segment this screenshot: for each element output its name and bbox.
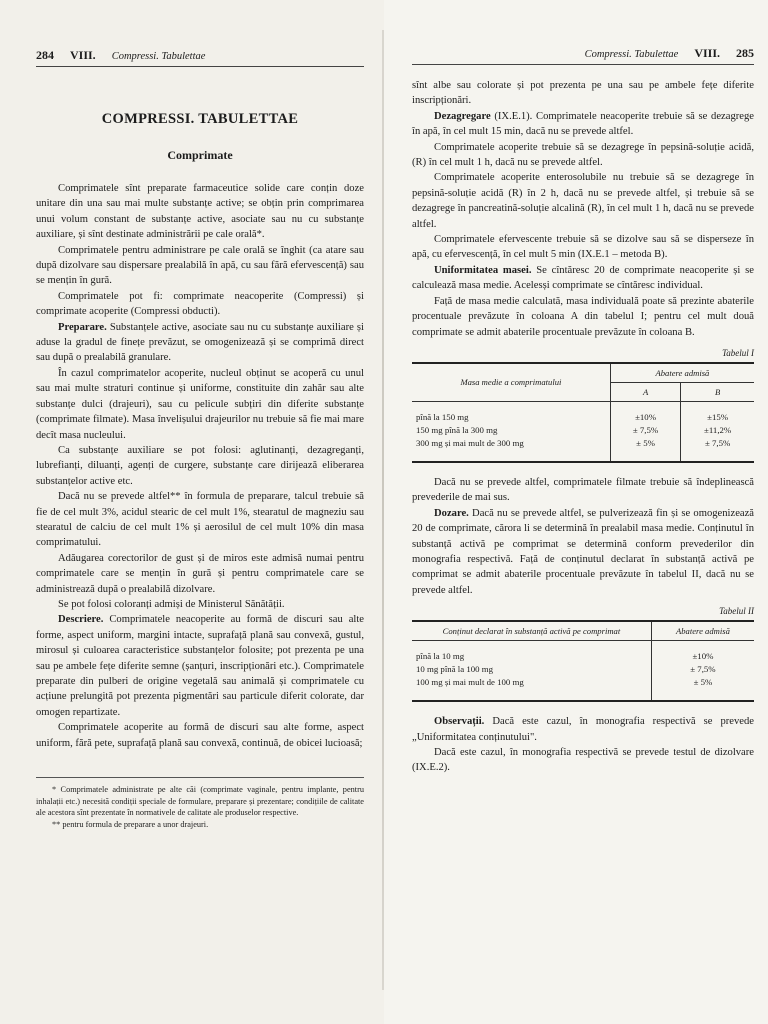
table-row (412, 401, 754, 424)
paragraph-text: (IX.E.1). Comprimatele neacoperite trebuie să se dezagrege în apă, în cel mult 15 min, dacă nu se prevede altfel. (412, 110, 754, 138)
paragraph (36, 320, 364, 366)
paragraph (412, 140, 754, 171)
table1-header-a: A (610, 382, 680, 401)
left-body-text (36, 181, 364, 751)
running-title: Compressi. Tabulettae (111, 51, 206, 62)
page-number: 285 (736, 46, 754, 60)
paragraph-lead: Observații. (434, 716, 485, 728)
paragraph-text: Se pot folosi coloranți admiși de Ministerul Sănătății. (58, 598, 285, 610)
paragraph-text: Dacă nu se prevede altfel** în formula de preparare, talcul trebuie să fie de cel mult 3%, acidul stearic de cel mult 1%, stearatul de magneziu sau stearatul de calciu de cel mult 1% și aerosilul de cel mult 10% din masa comprimatului. (36, 491, 364, 549)
paragraph (412, 475, 754, 506)
table2-cell-deviation: ±10% (651, 641, 754, 664)
paragraph-text: Adăugarea corectorilor de gust și de miros este admisă numai pentru comprimatele care se mențin în gură și pentru comprimatele care se administrează după o prealabilă dizolvare. (36, 552, 364, 595)
paragraph (36, 366, 364, 443)
section-heading: COMPRESSI. TABULETTAE (101, 111, 299, 127)
paragraph (36, 181, 364, 243)
chapter-number: VIII. (70, 48, 96, 62)
table1-mass-uniformity (412, 362, 754, 463)
table2-cell-content: pînă la 10 mg (416, 651, 465, 662)
paragraph-text: Comprimatele pentru administrare pe cale orală se înghit (ca atare sau după dizolvare sau dispersare prealabilă în apă, cu sau fără efervescență) sau se mențin în gură. (36, 244, 364, 287)
paragraph-text: Substanțele active, asociate sau nu cu substanțe auxiliare și aduse la gradul de finețe prevăzut, se omogenizează și se comprimă direct sau după o prealabilă granulare. (36, 321, 364, 364)
paragraph-text: Dacă nu se prevede altfel, se pulverizează fin și se omogenizează 20 de comprimate, cărora li se determină în prealabil masa medie. Conținutul în substanță activă pe comprimat se determină conform prevederilor din monografia respectivă. Față de conținutul declarat în substanță activă pe comprimat se admit abaterile procentuale prevăzute în tabelul II, dacă nu se prevede altfel. (412, 507, 754, 596)
table2-body (412, 641, 754, 702)
chapter-number: VIII. (694, 46, 720, 60)
paragraph-text: sînt albe sau colorate și pot prezenta pe una sau pe ambele fețe diferite inscripționări. (412, 80, 754, 107)
paragraph-text: Comprimatele neacoperite au formă de discuri sau alte forme, aspect uniform, margini intacte, suprafață plană sau convexă, gustul, mirosul și culoarea caracteristice substanțelor folosite; pot prezenta pe una sau pe ambele fețe diferite semne (șanțuri, inscripționări etc.). Comprimatele preparate din pulberi de origine vegetală sau animală și comprimatele cu acțiune prelungită pot prezenta pigmentări sau particule diferit colorate, dar omogen repartizate. (36, 614, 364, 718)
paragraph (412, 232, 754, 263)
paragraph (36, 551, 364, 597)
table1-cell-mass: pînă la 150 mg (416, 411, 469, 422)
footnote: ** pentru formula de preparare a unor drajeuri. (52, 819, 209, 829)
paragraph (36, 289, 364, 320)
paragraph-text: Comprimatele pot fi: comprimate neacoperite (Compressi) și comprimate acoperite (Compressi obducti). (36, 290, 364, 318)
right-running-header (412, 46, 754, 65)
paragraph (412, 294, 754, 340)
paragraph (412, 78, 754, 109)
table1-cell-b: ±15% (681, 401, 754, 424)
paragraph-lead: Uniformitatea masei. (434, 264, 532, 276)
paragraph (412, 170, 754, 232)
table-row (412, 641, 754, 664)
section-subheading: Comprimate (167, 148, 233, 162)
table1-cell-b: ±11,2% (681, 424, 754, 437)
running-title: Compressi. Tabulettae (584, 49, 679, 60)
table1-cell-a: ±10% (610, 401, 680, 424)
left-running-header (36, 48, 364, 67)
footnotes (36, 777, 364, 830)
paragraph (36, 612, 364, 720)
paragraph (412, 263, 754, 294)
paragraph-lead: Descriere. (58, 614, 104, 626)
table2-header-content: Conținut declarat în substanță activă pe comprimat (412, 621, 651, 641)
table-row (412, 437, 754, 462)
paragraph-text: Comprimatele acoperite enterosolubile nu trebuie să se dezagrege în pepsină-soluție acidă (R) în 2 h, dacă nu se prevede altfel, și trebuie să se dezagrege în pancreatină-soluție alcalină (R), în cel mult 1 h, dacă nu se prevede altfel. (412, 172, 754, 230)
table2-cell-deviation: ± 7,5% (651, 663, 754, 676)
table2-label: Tabelul II (719, 606, 754, 617)
paragraph-text: În cazul comprimatelor acoperite, nucleul obținut se acoperă cu unul sau mai multe straturi continue și uniforme, constituite din zahăr sau alte substanțe dulci (drajeuri), sau cu pelicule subțiri din diferite substanțe (comprimate filmate). Masa învelișului drajeurilor nu trebuie să fie mai mare decît masa nucleului. (36, 367, 364, 441)
table1-cell-mass: 150 mg pînă la 300 mg (416, 424, 498, 435)
paragraph-text: Se cîntăresc 20 de comprimate neacoperite și se calculează masa medie. Acelesși comprimate se cîntăresc individual. (412, 264, 754, 292)
paragraph (36, 489, 364, 551)
paragraph (412, 506, 754, 598)
paragraph (36, 720, 364, 751)
table1-body (412, 401, 754, 462)
paragraph-text: Comprimatele sînt preparate farmaceutice solide care conțin doze unitare din una sau mai multe substanțe active; se obțin prin comprimarea unui volum constant de substanțe active, asociate sau nu cu substanțe auxiliare, și sînt destinate administrării pe cale orală*. (36, 183, 364, 241)
paragraph (412, 109, 754, 140)
paragraph-text: Comprimatele acoperite au formă de discuri sau alte forme, aspect uniform, fără pete, suprafață plană sau convexă, continuă, de obicei lucioasă; (36, 722, 364, 749)
footnote: * Comprimatele administrate pe alte căi (comprimate vaginale, pentru implante, pentru inhalații etc.) necesită condiții speciale de formulare, preparare și prezentare; condițiile de calitate ale acestora sînt prezentate în normativele de calitate ale produselor respective. (36, 785, 364, 818)
paragraph (412, 745, 754, 776)
table1-header-mass: Masa medie a comprimatului (412, 363, 610, 402)
table1-cell-b: ± 7,5% (681, 437, 754, 462)
paragraph-lead: Dezagregare (434, 110, 491, 122)
page-number: 284 (36, 48, 54, 62)
paragraph-text: Ca substanțe auxiliare se pot folosi: aglutinanți, dezagreganți, lubrefianți, diluanți, agenți de curgere, substanțe care dirijează eliberarea substanțelor active etc. (36, 444, 364, 487)
table-row (412, 663, 754, 676)
table2-cell-deviation: ± 5% (651, 676, 754, 701)
paragraph-text: Dacă este cazul, în monografia respectivă se prevede „Uniformitatea conținutului". (412, 716, 754, 743)
right-body-text-bottom (412, 714, 754, 776)
paragraph-text: Față de masa medie calculată, masa individuală poate să prezinte abaterile procentuale prevăzute în coloana A din tabelul I; pentru cel mult două comprimate se admit abaterile procentuale prevăzute în coloana B. (412, 295, 754, 338)
table2-content-deviation (412, 620, 754, 702)
table1-header-b: B (681, 382, 754, 401)
table-row (412, 424, 754, 437)
table1-cell-mass: 300 mg și mai mult de 300 mg (416, 437, 524, 448)
table-row (412, 676, 754, 701)
paragraph (412, 714, 754, 745)
paragraph-text: Comprimatele efervescente trebuie să se dizolve sau să se disperseze în apă, cu efervescență, în cel mult 5 min (IX.E.1 – metoda B). (412, 234, 754, 261)
paragraph-lead: Preparare. (58, 321, 107, 333)
table1-header-abatere: Abatere admisă (610, 363, 754, 383)
right-body-text-top (412, 78, 754, 340)
paragraph-text: Comprimatele acoperite trebuie să se dezagrege în pepsină-soluție acidă, (R) în cel mult 1 h, dacă nu se prevede altfel. (412, 141, 754, 169)
table1-cell-a: ± 7,5% (610, 424, 680, 437)
right-page (384, 0, 768, 1024)
table1-label: Tabelul I (722, 347, 754, 358)
paragraph (36, 443, 364, 489)
paragraph-text: Dacă nu se prevede altfel, comprimatele filmate trebuie să îndeplinească prevederile de mai sus. (412, 476, 754, 504)
paragraph-lead: Dozare. (434, 507, 469, 519)
table2-header-abatere: Abatere admisă (651, 621, 754, 641)
paragraph (36, 597, 364, 612)
paragraph (36, 243, 364, 289)
right-body-text-mid (412, 475, 754, 598)
paragraph-text: Dacă este cazul, în monografia respectivă se prevede testul de dizolvare (IX.E.2). (412, 746, 754, 774)
table1-cell-a: ± 5% (610, 437, 680, 462)
table2-cell-content: 100 mg și mai mult de 100 mg (416, 677, 524, 688)
table2-cell-content: 10 mg pînă la 100 mg (416, 664, 493, 675)
